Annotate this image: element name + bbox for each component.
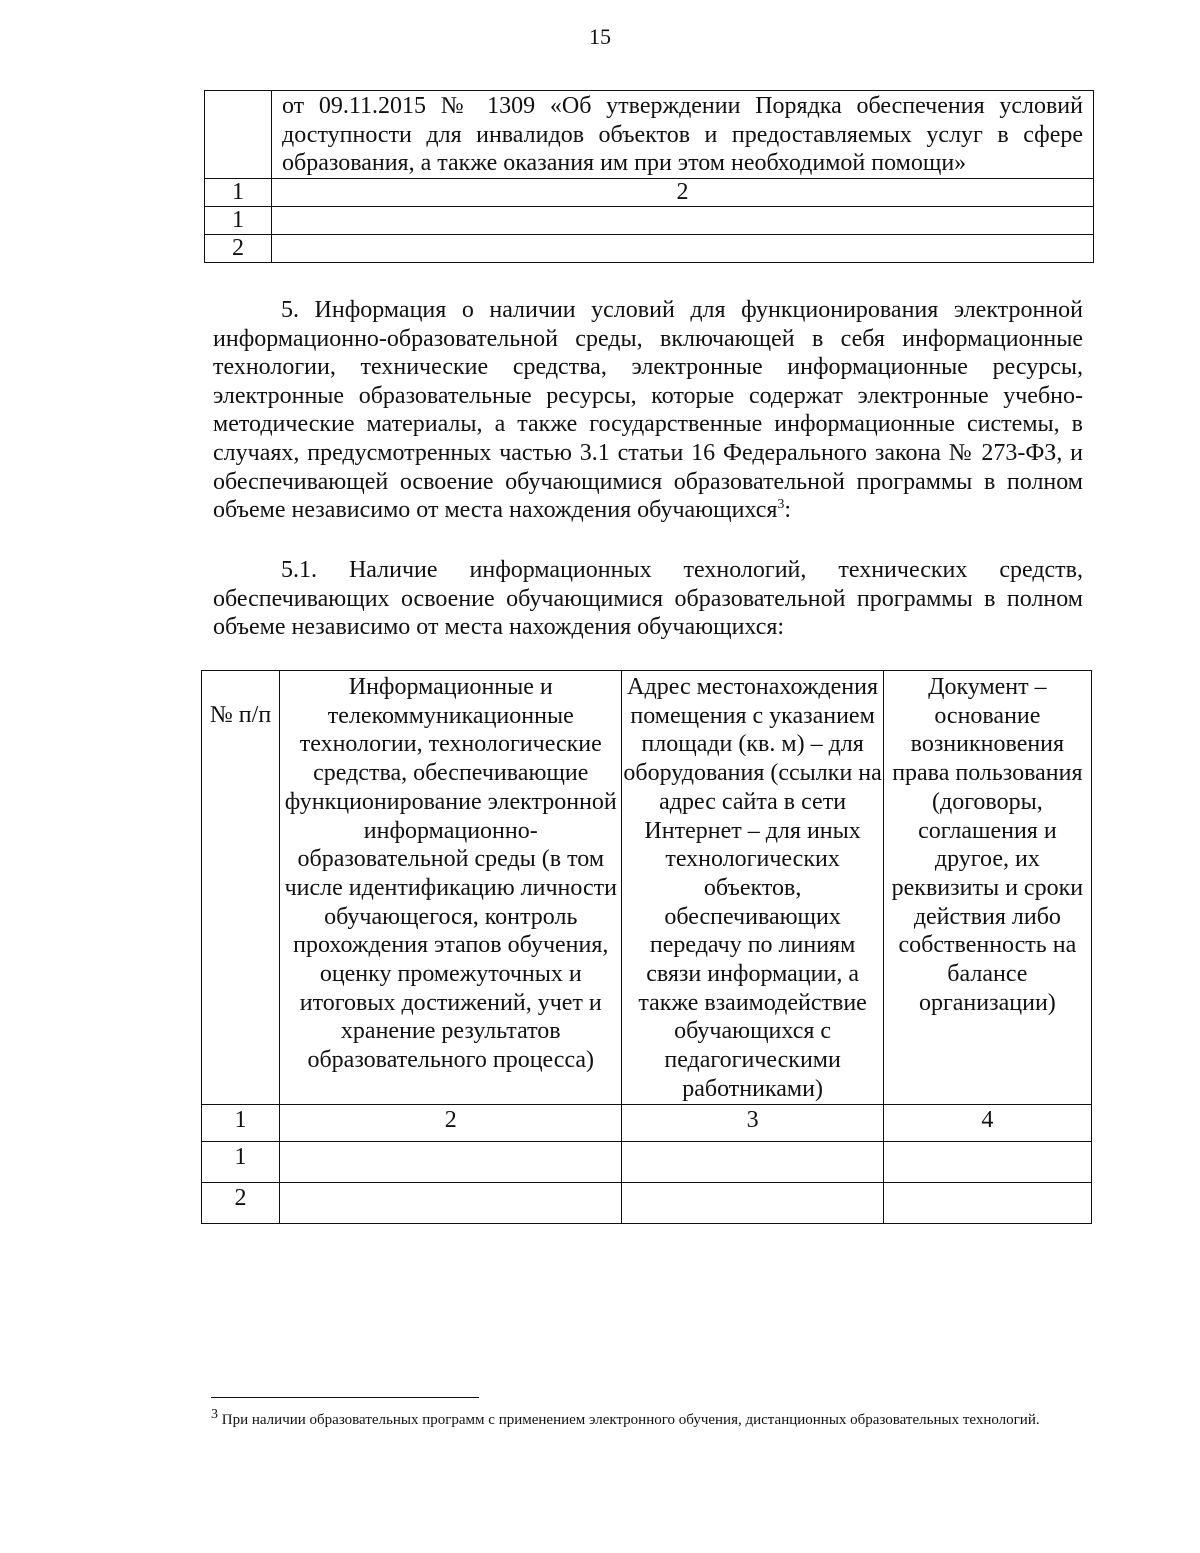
table-cell — [280, 1182, 622, 1223]
footnote-text: При наличии образовательных программ с применением электронного обучения, дистанционных образовательных технологий. — [221, 1412, 1040, 1428]
footnote-mark: 3 — [211, 1407, 218, 1422]
table-cell — [622, 1141, 883, 1182]
table-cell — [272, 206, 1094, 234]
table-cell — [272, 234, 1094, 262]
table-cell — [205, 91, 272, 179]
table-cell — [280, 1141, 622, 1182]
table-row — [202, 1182, 1092, 1223]
header-number: № п/п — [202, 671, 280, 1105]
row-number: 1 — [205, 206, 272, 234]
header-address: Адрес местонахождения помещения с указанием площади (кв. м) – для оборудования (ссылки на адрес сайта в сети Интернет – для иных технологических объектов, обеспечивающих передачу по линиям связи информации, а также взаимодействие обучающихся с педагогическими работниками) — [622, 671, 883, 1105]
column-number: 2 — [280, 1104, 622, 1141]
accessibility-table — [204, 90, 1094, 263]
table-cell — [883, 1141, 1091, 1182]
header-document: Документ – основание возникновения права пользования (договоры, соглашения и другое, их реквизиты и сроки действия либо собственность на балансе организации) — [883, 671, 1091, 1105]
column-number: 4 — [883, 1104, 1091, 1141]
table-cell — [883, 1182, 1091, 1223]
row-number: 1 — [202, 1141, 280, 1182]
column-number: 2 — [272, 178, 1094, 206]
column-number: 1 — [202, 1104, 280, 1141]
paragraph-5-1: 5.1. Наличие информационных технологий, технических средств, обеспечивающих освоение обучающимися образовательной программы в полном объеме независимо от места нахождения обучающихся: — [213, 557, 1083, 641]
it-resources-table — [201, 670, 1092, 1224]
paragraph-5-text: 5. Информация о наличии условий для функционирования электронной информационно-образовательной среды, включающей в себя информационные технологии, технические средства, электронные информационные ресурсы, электронные образовательные ресурсы, которые содержат электронные учебно-методические материалы, а также государственные информационные системы, в случаях, предусмотренных частью 3.1 статьи 16 Федерального закона № 273-ФЗ, и обеспечивающей освоение обучающимися образовательной программы в полном объеме независимо от места нахождения обучающихся — [213, 297, 1083, 524]
column-number: 1 — [205, 178, 272, 206]
row-number: 2 — [205, 234, 272, 262]
header-technologies: Информационные и телекоммуникационные технологии, технологические средства, обеспечивающие функционирование электронной информационно-образовательной среды (в том числе идентификацию личности обучающегося, контроль прохождения этапов обучения, оценку промежуточных и итоговых достижений, учет и хранение результатов образовательного процесса) — [280, 671, 622, 1105]
footnote — [211, 1407, 1081, 1430]
row-number: 2 — [202, 1182, 280, 1223]
table-row — [205, 206, 1094, 234]
table-header-row — [202, 671, 1092, 1105]
paragraph-5-end: : — [784, 497, 792, 524]
table-cell-header-text: от 09.11.2015 № 1309 «Об утверждении Порядка обеспечения условий доступности для инвалидов объектов и предоставляемых услуг в сфере образования, а также оказания им при этом необходимой помощи» — [272, 91, 1094, 179]
footnote-separator — [211, 1397, 479, 1398]
paragraph-5 — [213, 296, 1083, 525]
table-cell — [622, 1182, 883, 1223]
page-number: 15 — [589, 24, 611, 49]
table-row — [205, 234, 1094, 262]
column-number: 3 — [622, 1104, 883, 1141]
column-numbering-row — [202, 1104, 1092, 1141]
footnote-reference: 3 — [777, 497, 785, 513]
table-row — [202, 1141, 1092, 1182]
